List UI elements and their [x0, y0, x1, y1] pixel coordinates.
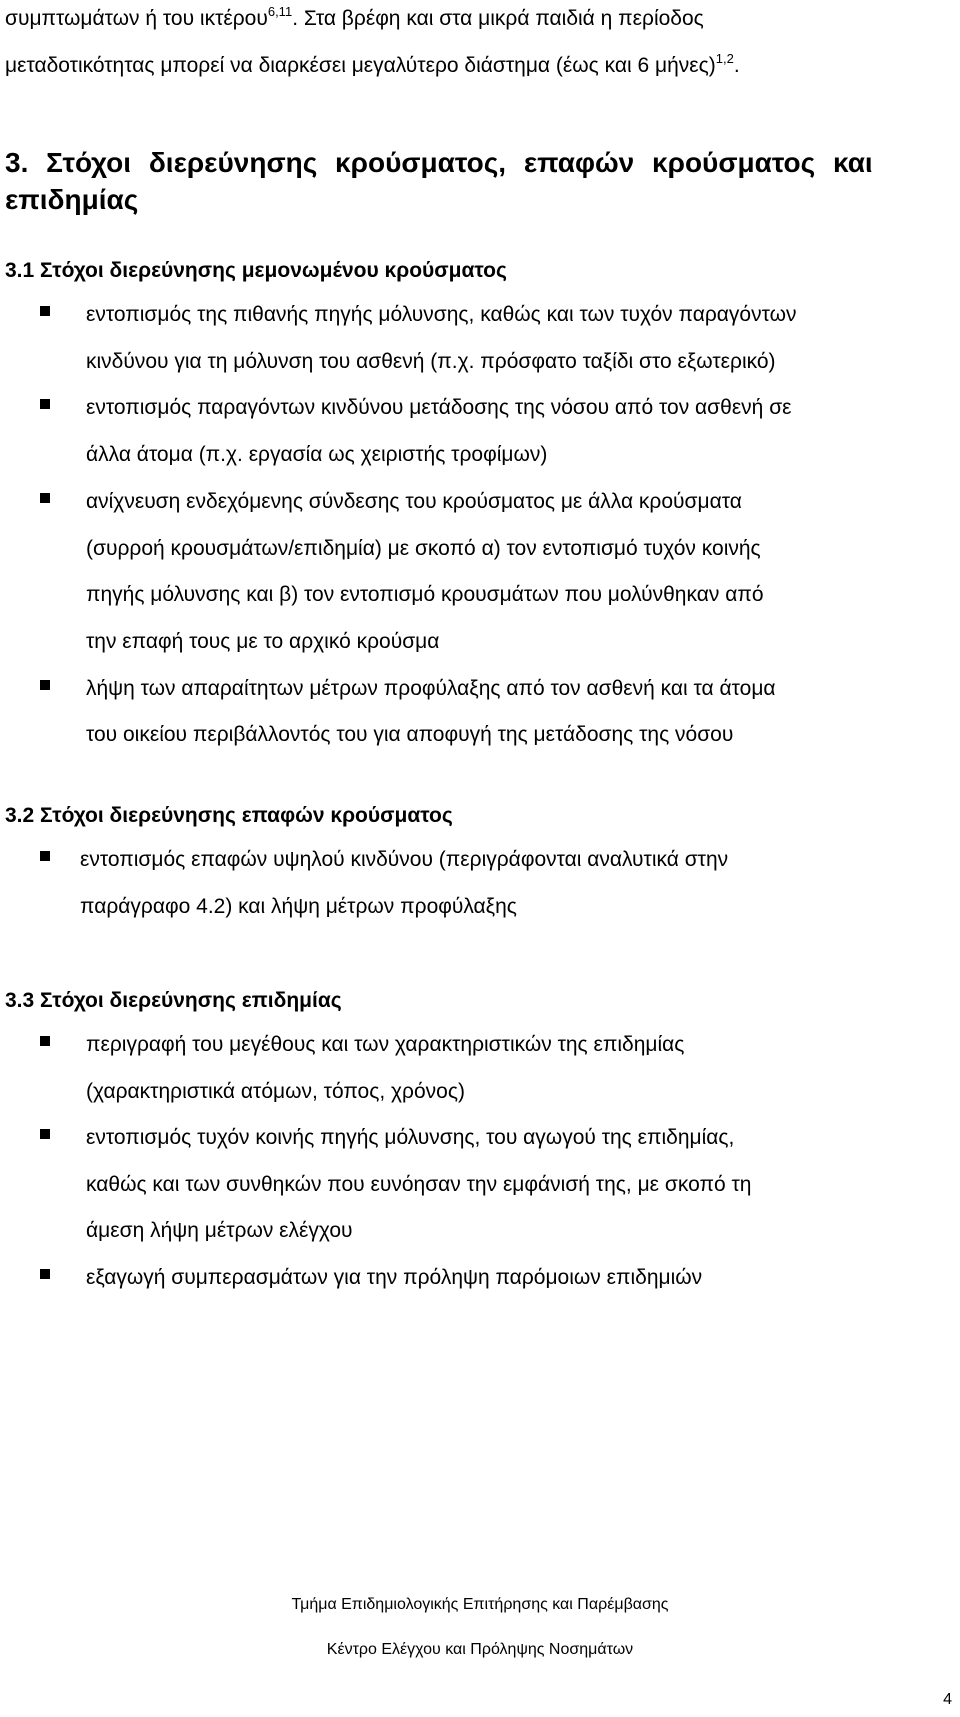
bullet-icon: [40, 680, 50, 690]
list-item-line: καθώς και των συνθηκών που ευνόησαν την εμφάνισή της, με σκοπό τη: [86, 1173, 752, 1196]
intro-text: μεταδοτικότητας μπορεί να διαρκέσει μεγαλύτερο διάστημα (έως και 6 μήνες): [5, 54, 716, 77]
list-item-line: κινδύνου για τη μόλυνση του ασθενή (π.χ. πρόσφατο ταξίδι στο εξωτερικό): [86, 350, 776, 373]
bullet-icon: [40, 1129, 50, 1139]
list-item-line: παράγραφο 4.2) και λήψη μέτρων προφύλαξης: [80, 895, 517, 918]
bullet-icon: [40, 851, 50, 861]
list-item-line: εντοπισμός επαφών υψηλού κινδύνου (περιγράφονται αναλυτικά στην: [80, 848, 729, 871]
list-item-line: λήψη των απαραίτητων μέτρων προφύλαξης από τον ασθενή και τα άτομα: [86, 677, 776, 700]
list-item-line: εντοπισμός της πιθανής πηγής μόλυνσης, καθώς και των τυχόν παραγόντων: [86, 303, 797, 326]
list-item-line: εντοπισμός παραγόντων κινδύνου μετάδοσης της νόσου από τον ασθενή σε: [86, 396, 792, 419]
intro-text: συμπτωμάτων ή του ικτέρου: [5, 7, 268, 30]
list-item-line: άλλα άτομα (π.χ. εργασία ως χειριστής τροφίμων): [86, 443, 548, 466]
page-number: 4: [943, 1691, 952, 1708]
footer-department: Τμήμα Επιδημιολογικής Επιτήρησης και Παρέμβασης: [291, 1596, 669, 1613]
bullet-icon: [40, 493, 50, 503]
list-item-line: ανίχνευση ενδεχόμενης σύνδεσης του κρούσματος με άλλα κρούσματα: [86, 490, 742, 513]
list-item-line: εξαγωγή συμπερασμάτων για την πρόληψη παρόμοιων επιδημιών: [86, 1266, 703, 1289]
list-item-line: (χαρακτηριστικά ατόμων, τόπος, χρόνος): [86, 1080, 465, 1103]
intro-text: .: [733, 54, 740, 77]
list-item-line: την επαφή τους με το αρχικό κρούσμα: [86, 630, 440, 653]
list-item-line: (συρροή κρουσμάτων/επιδημία) με σκοπό α) τον εντοπισμό τυχόν κοινής: [86, 537, 761, 560]
list-item-line: άμεση λήψη μέτρων ελέγχου: [86, 1219, 353, 1242]
list-item-line: πηγής μόλυνσης και β) τον εντοπισμό κρουσμάτων που μολύνθηκαν από: [86, 583, 764, 606]
section-heading: 3. Στόχοι διερεύνησης κρούσματος, επαφών κρούσματος και: [5, 147, 873, 178]
subsection-heading: 3.1 Στόχοι διερεύνησης μεμονωμένου κρούσματος: [5, 259, 507, 282]
bullet-icon: [40, 399, 50, 409]
list-item-line: του οικείου περιβάλλοντός του για αποφυγή της μετάδοσης της νόσου: [86, 723, 734, 746]
bullet-icon: [40, 306, 50, 316]
section-heading-continued: επιδημίας: [5, 184, 139, 215]
bullet-icon: [40, 1269, 50, 1279]
bullet-icon: [40, 1036, 50, 1046]
intro-text: . Στα βρέφη και στα μικρά παιδιά η περίοδος: [292, 7, 704, 30]
list-item-line: περιγραφή του μεγέθους και των χαρακτηριστικών της επιδημίας: [86, 1033, 685, 1056]
intro-line-2: [5, 53, 740, 79]
intro-line-1: [5, 6, 953, 32]
subsection-heading: 3.2 Στόχοι διερεύνησης επαφών κρούσματος: [5, 804, 453, 827]
footer-organization: Κέντρο Ελέγχου και Πρόληψης Νοσημάτων: [326, 1641, 634, 1658]
citation-superscript: 6,11: [267, 4, 293, 19]
citation-superscript: 1,2: [715, 51, 734, 66]
list-item-line: εντοπισμός τυχόν κοινής πηγής μόλυνσης, του αγωγού της επιδημίας,: [86, 1126, 735, 1149]
subsection-heading: 3.3 Στόχοι διερεύνησης επιδημίας: [5, 989, 342, 1012]
